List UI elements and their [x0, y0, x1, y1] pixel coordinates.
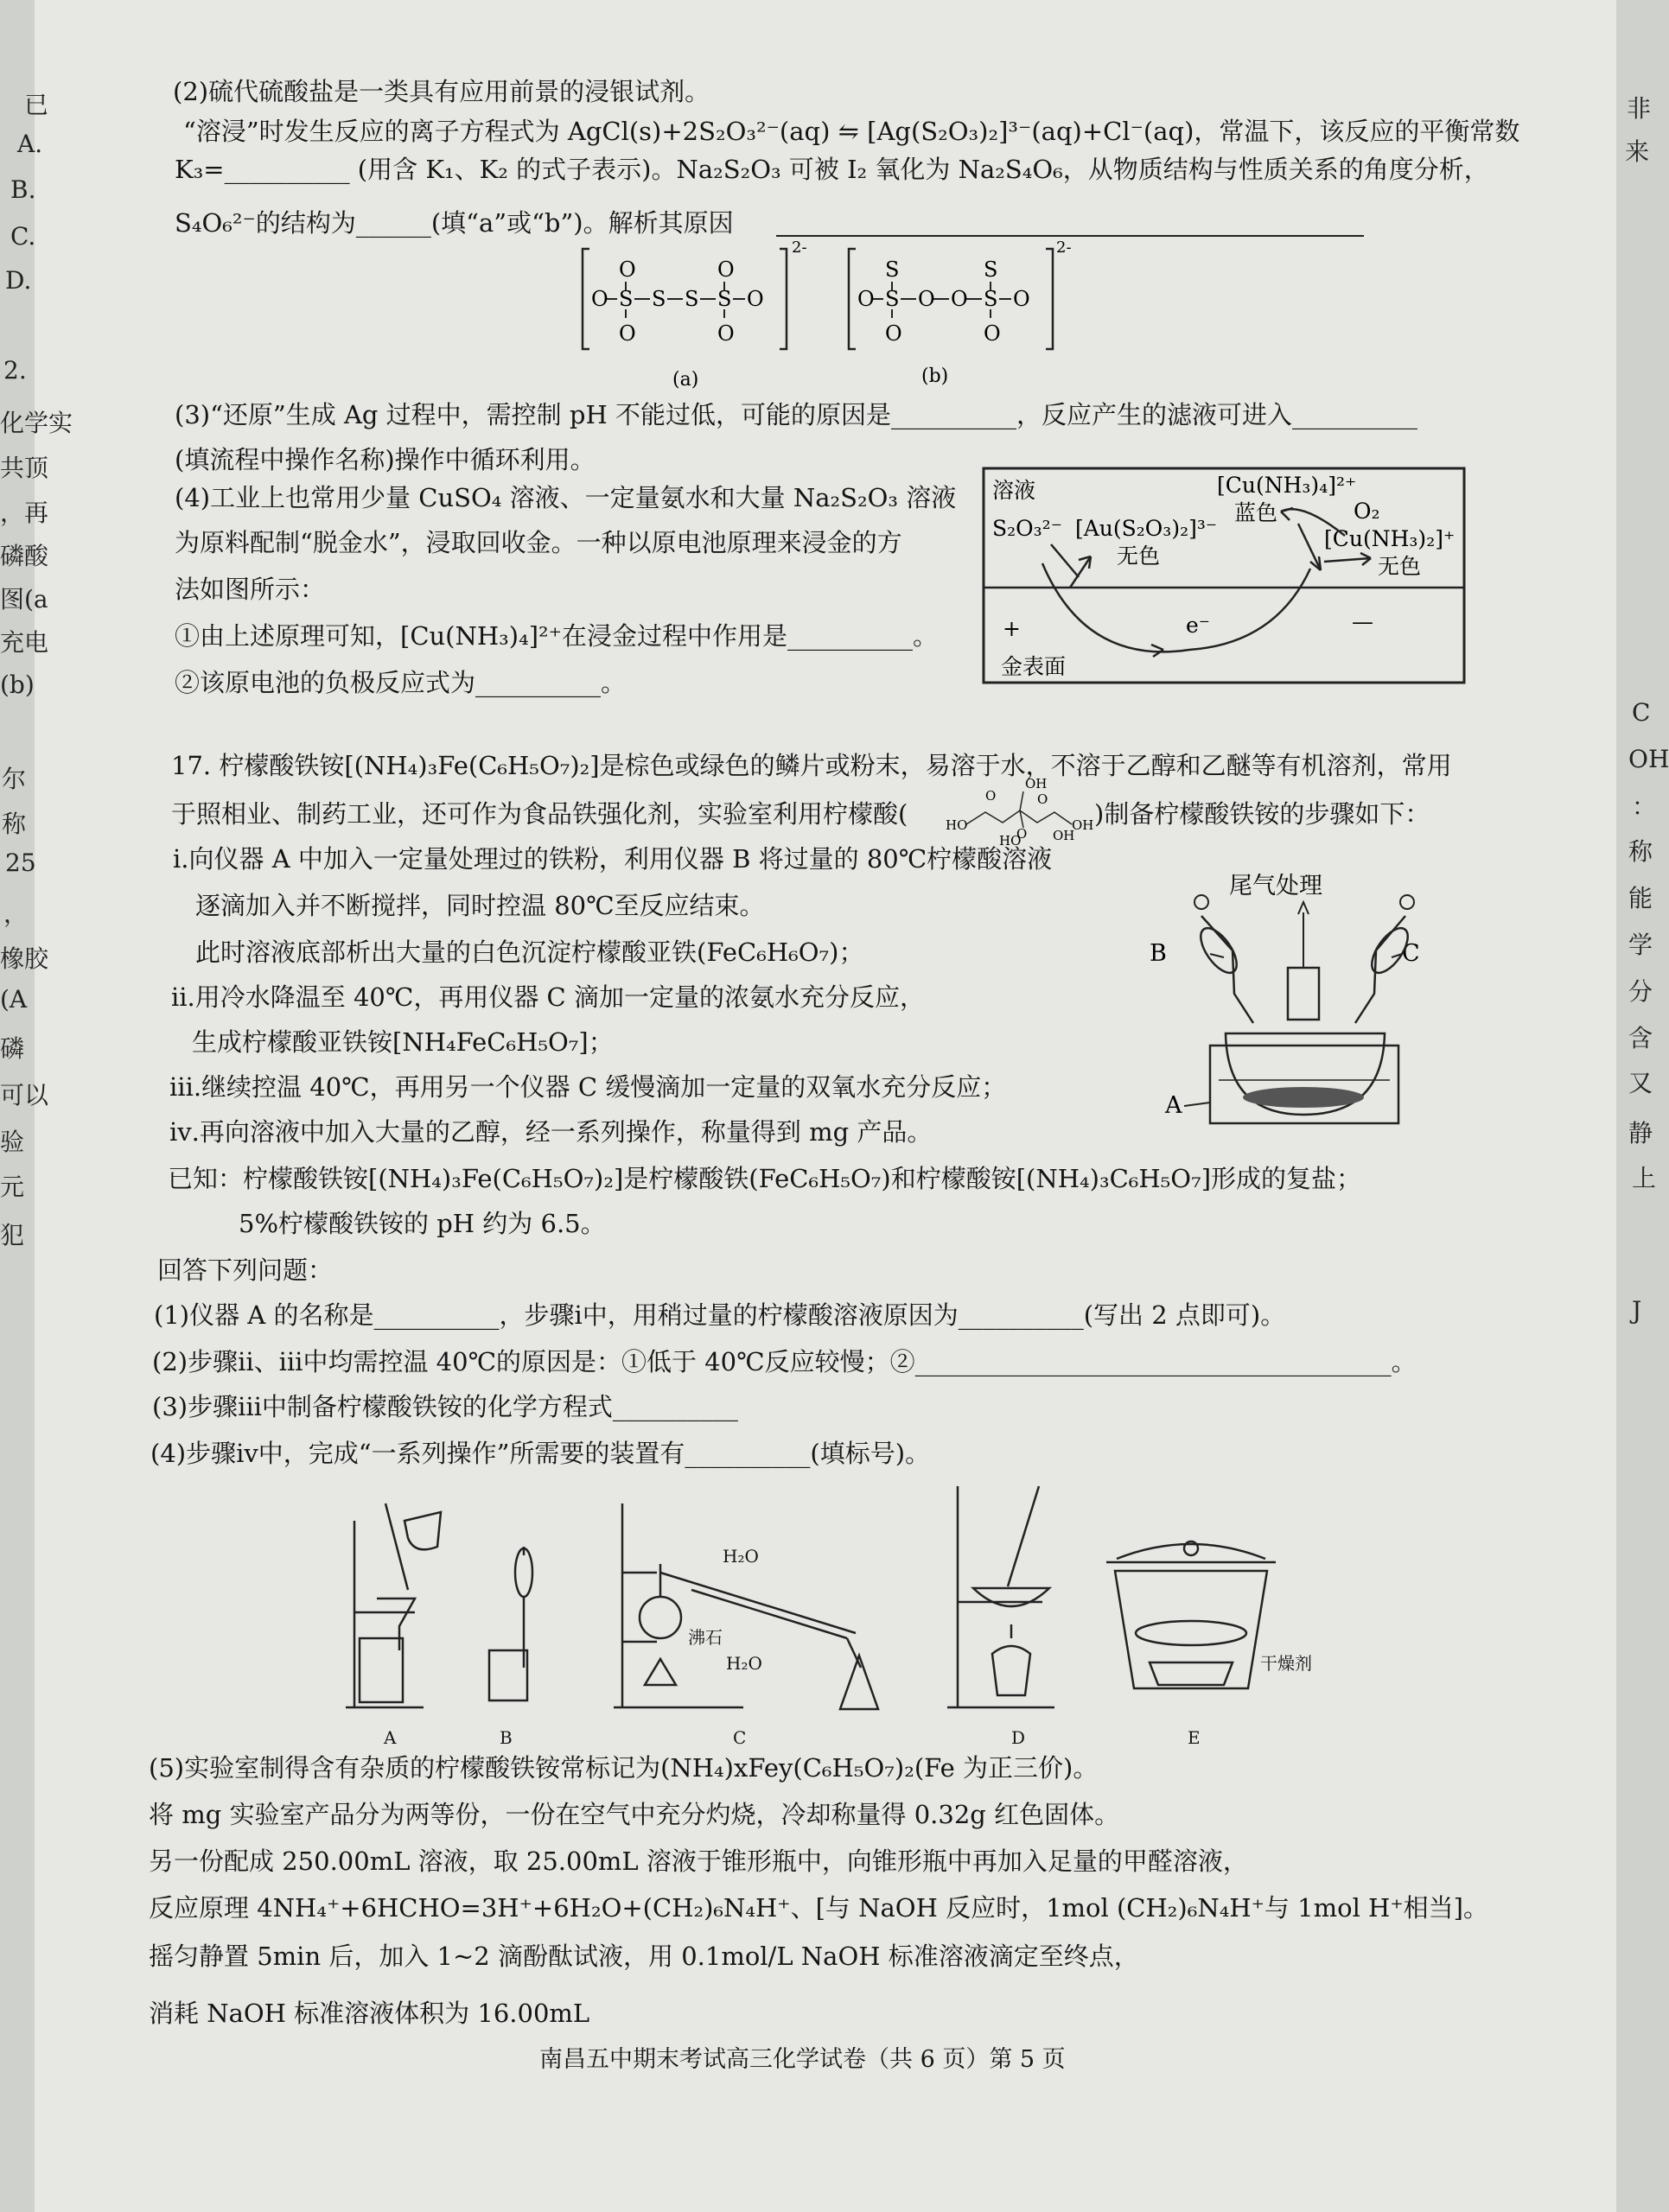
label-cu-nh3-4: [Cu(NH₃)₄]²⁺ — [1217, 473, 1357, 498]
q16-part3-line2: (填流程中操作名称)操作中循环利用。 — [175, 445, 596, 474]
label-h2o-top: H₂O — [723, 1546, 759, 1567]
atom-o: O — [984, 321, 1001, 346]
q16-part4-line1: (4)工业上也常用少量 CuSO₄ 溶液、一定量氨水和大量 Na₂S₂O₃ 溶液 — [175, 483, 957, 512]
q16-part4-line3: 法如图所示： — [175, 575, 326, 604]
margin-text: 犯 — [0, 1221, 25, 1249]
apparatus-e-desiccator — [1106, 1541, 1276, 1688]
atom-o: O — [619, 321, 636, 346]
label-colorless-1: 无色 — [1117, 543, 1161, 569]
citric-label: OH — [1025, 776, 1048, 791]
charge-label: 2- — [1056, 238, 1072, 257]
q16-part2-line1: “溶浸”时发生反应的离子方程式为 AgCl(s)+2S₂O₃²⁻(aq) ⇋ [Ag(S₂O₃)₂]³⁻(aq)+Cl⁻(aq)，常温下，该反应的平衡常数 — [183, 117, 1520, 146]
margin-text: B. — [10, 175, 36, 204]
q16-part4-q1: ①由上述原理可知，[Cu(NH₃)₄]²⁺在浸金过程中作用是__________。 — [175, 621, 938, 651]
q17-step1a: ⅰ.向仪器 A 中加入一定量处理过的铁粉，利用仪器 B 将过量的 80℃柠檬酸溶液 — [173, 844, 1053, 874]
margin-text: 称 — [2, 810, 27, 838]
structure-b-label: (b) — [921, 365, 949, 387]
q17-step1c: 此时溶液底部析出大量的白色沉淀柠檬酸亚铁(FeC₆H₆O₇)； — [195, 938, 864, 967]
atom-o: O — [1013, 287, 1030, 311]
margin-text: 学 — [1628, 931, 1653, 959]
citric-acid-structure — [946, 776, 1092, 847]
margin-text: 来 — [1625, 137, 1650, 166]
q17-sub2: (2)步骤ⅱ、ⅲ中均需控温 40℃的原因是：①低于 40℃反应较慢；②______________________________________。 — [152, 1347, 1417, 1376]
margin-text: J — [1632, 1296, 1642, 1325]
three-neck-flask-apparatus — [1150, 864, 1495, 1132]
margin-text: 共顶 — [0, 454, 49, 482]
citric-label: OH — [1053, 828, 1075, 843]
atom-s: S — [685, 287, 699, 311]
q17-sub4: (4)步骤ⅳ中，完成“一系列操作”所需要的装置有__________(填标号)。 — [150, 1439, 931, 1468]
q17-intro-line2b: )制备柠檬酸铁铵的步骤如下： — [1094, 799, 1430, 829]
atom-o: O — [918, 287, 935, 311]
atom-o: O — [857, 287, 875, 311]
margin-text: 含 — [1628, 1024, 1653, 1052]
citric-label: HO — [999, 833, 1022, 849]
charge-label: 2- — [792, 238, 807, 257]
q16-part4-q2: ②该原电池的负极反应式为__________。 — [175, 668, 627, 697]
margin-text: 能 — [1628, 884, 1653, 912]
margin-text: 充电 — [0, 628, 49, 657]
q17-step3: ⅲ.继续控温 40℃，再用另一个仪器 C 缓慢滴加一定量的双氧水充分反应； — [169, 1072, 1007, 1102]
answer-blank-line — [776, 235, 1364, 237]
label-colorless-2: 无色 — [1378, 554, 1422, 579]
q17-sub5: (5)实验室制得含有杂质的柠檬酸铁铵常标记为(NH₄)xFey(C₆H₅O₇)₂(Fe 为正三价)。 — [149, 1753, 1099, 1783]
q17-step2b: 生成柠檬酸亚铁铵[NH₄FeC₆H₅O₇]； — [192, 1027, 614, 1057]
atom-o: O — [885, 321, 902, 346]
label-au-complex: [Au(S₂O₃)₂]³⁻ — [1075, 516, 1218, 541]
q17-sub3: (3)步骤ⅲ中制备柠檬酸铁铵的化学方程式__________ — [152, 1392, 738, 1421]
atom-s: S — [717, 287, 732, 311]
apparatus-c-distillation — [614, 1503, 878, 1709]
gold-leaching-cell-diagram — [982, 467, 1466, 684]
q17-sub1: (1)仪器 A 的名称是__________，步骤ⅰ中，用稍过量的柠檬酸溶液原因为__________(写出 2 点即可)。 — [154, 1300, 1286, 1330]
margin-text: 分 — [1628, 977, 1653, 1006]
atom-s: S — [652, 287, 666, 311]
label-minus: — — [1352, 609, 1373, 634]
apparatus-d-evaporation — [947, 1486, 1054, 1707]
label-desiccant: 干燥剂 — [1260, 1653, 1312, 1674]
q17-known2: 5%柠檬酸铁铵的 pH 约为 6.5。 — [239, 1209, 606, 1238]
q17-step2a: ⅱ.用冷水降温至 40℃，再用仪器 C 滴加一定量的浓氨水充分反应， — [171, 982, 925, 1012]
apparatus-label: D — [1011, 1727, 1026, 1748]
label-s2o3: S₂O₃²⁻ — [992, 516, 1062, 541]
structure-a — [583, 238, 807, 391]
atom-o: O — [619, 257, 636, 282]
label-funnel-b: B — [1150, 940, 1167, 967]
q16-part3-line1: (3)“还原”生成 Ag 过程中，需控制 pH 不能过低，可能的原因是__________，反应产生的滤液可进入__________ — [175, 400, 1417, 429]
q16-part4-line2: 为原料配制“脱金水”，浸取回收金。一种以原电池原理来浸金的方 — [175, 528, 902, 557]
label-electron: e⁻ — [1186, 613, 1210, 638]
atom-o: O — [717, 257, 735, 282]
margin-text: OH — [1628, 745, 1669, 773]
apparatus-label: E — [1188, 1727, 1201, 1748]
margin-text: 上 — [1632, 1164, 1657, 1192]
atom-s: S — [885, 287, 900, 311]
margin-text: 可以 — [0, 1081, 49, 1109]
label-gold-surface: 金表面 — [1001, 654, 1067, 679]
citric-label: O — [985, 788, 997, 804]
q16-part2-title: (2)硫代硫酸盐是一类具有应用前景的浸银试剂。 — [173, 77, 710, 106]
q17-intro-line1: 17. 柠檬酸铁铵[(NH₄)₃Fe(C₆H₅O₇)₂]是棕色或绿色的鳞片或粉末，易溶于水，不溶于乙醇和乙醚等有机溶剂，常用 — [171, 751, 1452, 780]
margin-text: 静 — [1628, 1119, 1653, 1147]
label-o2: O₂ — [1354, 499, 1380, 524]
q17-p5-line1: 将 mg 实验室产品分为两等份，一份在空气中充分灼烧，冷却称量得 0.32g 红色固体。 — [149, 1800, 1120, 1829]
label-tail-gas: 尾气处理 — [1229, 873, 1322, 899]
margin-text: (b) — [0, 671, 35, 699]
margin-text: 橡胶 — [0, 944, 49, 973]
apparatus-options — [328, 1469, 1366, 1754]
margin-text: 尔 — [2, 765, 27, 793]
atom-o: O — [717, 321, 735, 346]
atom-s: S — [885, 257, 900, 282]
margin-text: ， — [3, 899, 29, 928]
label-blue: 蓝色 — [1234, 500, 1278, 525]
apparatus-b-separatory-funnel — [489, 1547, 532, 1700]
q17-p5-line2: 另一份配成 250.00mL 溶液，取 25.00mL 溶液于锥形瓶中，向锥形瓶中再加入足量的甲醛溶液， — [149, 1847, 1248, 1876]
margin-text: 化学实 — [0, 409, 73, 437]
margin-text: C — [1632, 698, 1651, 727]
q17-step4: ⅳ.再向溶液中加入大量的乙醇，经一系列操作，称量得到 mg 产品。 — [169, 1117, 933, 1147]
atom-s: S — [619, 287, 634, 311]
citric-label: HO — [946, 817, 968, 833]
label-h2o-bottom: H₂O — [726, 1653, 762, 1674]
label-cu-nh3-2: [Cu(NH₃)₂]⁺ — [1324, 526, 1456, 551]
citric-label: O — [1037, 791, 1048, 807]
page-footer: 南昌五中期末考试高三化学试卷（共 6 页）第 5 页 — [539, 2046, 1066, 2073]
citric-label: OH — [1072, 817, 1094, 833]
margin-text: A. — [17, 130, 43, 158]
apparatus-label: C — [733, 1727, 747, 1748]
margin-text: 图(a — [0, 585, 48, 613]
margin-text: 磷酸 — [0, 542, 49, 570]
margin-text: 称 — [1628, 837, 1653, 866]
q17-answer-prompt: 回答下列问题： — [157, 1255, 334, 1285]
margin-text: (A — [0, 985, 28, 1014]
margin-text: C. — [10, 222, 36, 251]
label-funnel-c: C — [1402, 940, 1420, 967]
margin-text: D. — [5, 266, 32, 295]
s4o6-structures — [579, 238, 1072, 394]
margin-text: ，再 — [0, 499, 49, 527]
atom-o: O — [747, 287, 764, 311]
label-boiling-stone: 沸石 — [688, 1627, 723, 1648]
atom-o: O — [951, 287, 968, 311]
margin-text: 2. — [3, 356, 27, 385]
apparatus-a-filtration — [346, 1503, 441, 1707]
label-flask-a: A — [1165, 1092, 1182, 1119]
margin-text: 25 — [5, 849, 36, 877]
margin-text: 元 — [0, 1173, 25, 1201]
q17-p5-line4: 摇匀静置 5min 后，加入 1~2 滴酚酞试液，用 0.1mol/L NaOH 标准溶液滴定至终点， — [149, 1942, 1139, 1971]
structure-a-label: (a) — [672, 369, 699, 391]
atom-o: O — [591, 287, 608, 311]
apparatus-label: A — [384, 1727, 397, 1748]
margin-text: 验 — [0, 1128, 25, 1156]
margin-text: 磷 — [0, 1034, 25, 1063]
citric-label: O — [1016, 826, 1028, 842]
atom-s: S — [984, 287, 998, 311]
margin-text: 又 — [1628, 1069, 1653, 1097]
margin-text: 已 — [24, 91, 49, 119]
apparatus-label: B — [500, 1727, 513, 1748]
q16-part2-line2: K₃=__________ (用含 K₁、K₂ 的式子表示)。Na₂S₂O₃ 可被 I₂ 氧化为 Na₂S₄O₆，从物质结构与性质关系的角度分析， — [175, 155, 1489, 184]
q17-p5-line5: 消耗 NaOH 标准溶液体积为 16.00mL — [149, 1999, 590, 2028]
margin-text: ： — [1632, 792, 1657, 821]
q17-known1: 已知：柠檬酸铁铵[(NH₄)₃Fe(C₆H₅O₇)₂]是柠檬酸铁(FeC₆H₅O₇)和柠檬酸铵[(NH₄)₃C₆H₅O₇]形成的复盐； — [168, 1164, 1362, 1193]
structure-b — [849, 238, 1072, 387]
q17-intro-line2a: 于照相业、制药工业，还可作为食品铁强化剂，实验室利用柠檬酸( — [171, 799, 908, 829]
atom-s: S — [984, 257, 998, 282]
label-solution: 溶液 — [992, 478, 1036, 503]
q17-step1b: 逐滴加入并不断搅拌，同时控温 80℃至反应结束。 — [195, 891, 765, 920]
label-plus: + — [1003, 616, 1021, 641]
q17-p5-line3: 反应原理 4NH₄⁺+6HCHO=3H⁺+6H₂O+(CH₂)₆N₄H⁺、[与 NaOH 反应时，1mol (CH₂)₆N₄H⁺与 1mol H⁺相当]。 — [149, 1893, 1488, 1923]
q16-part2-line3: S₄O₆²⁻的结构为______(填“a”或“b”)。解析其原因 — [175, 208, 734, 238]
margin-text: 非 — [1627, 94, 1652, 123]
